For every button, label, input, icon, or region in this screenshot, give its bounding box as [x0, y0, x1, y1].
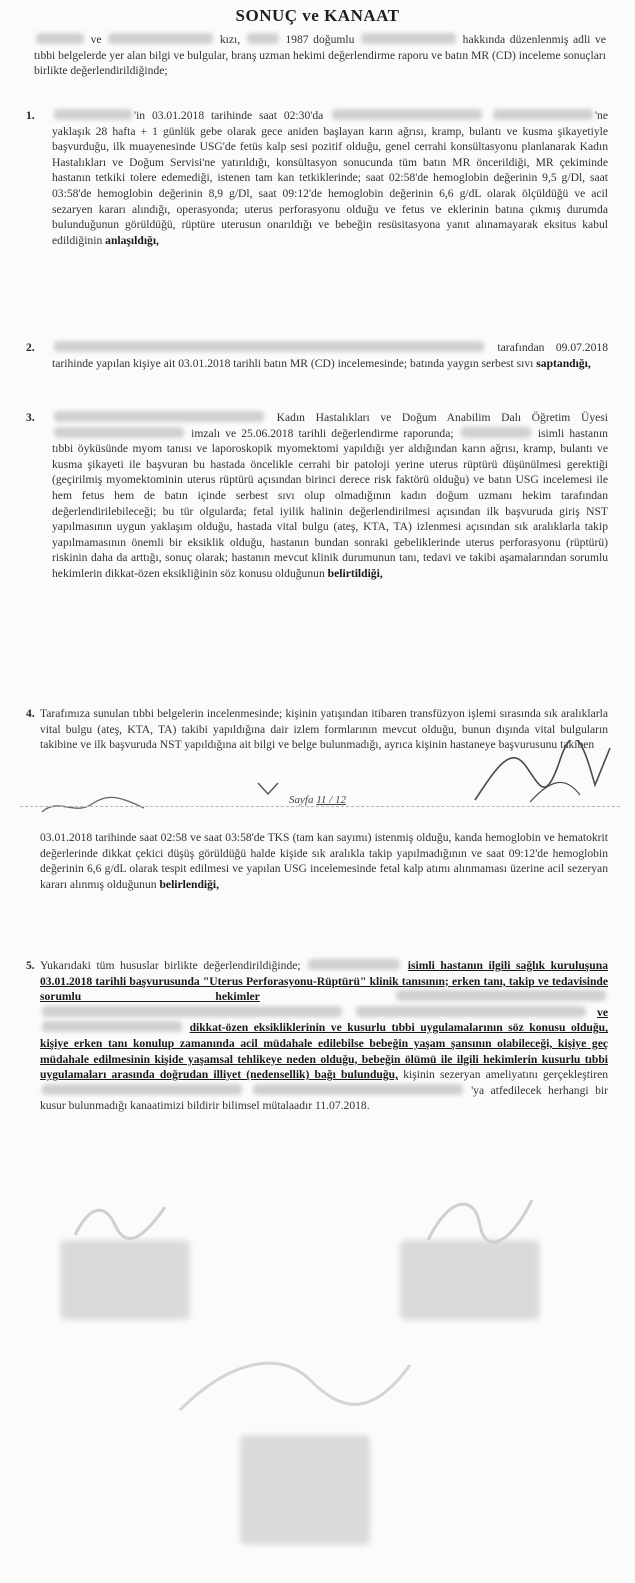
item-1-text-a: 'in 03.01.2018 tarihinde saat 02:30'da [134, 109, 324, 122]
item-3-conclusion: belirtildiği, [327, 566, 383, 580]
item-number: 5. [26, 960, 35, 972]
redacted-doctor [253, 1084, 463, 1095]
item-2-paragraph [52, 340, 608, 371]
redacted-place [247, 33, 279, 44]
item-1-text-b: 'ne yaklaşık 28 hafta + 1 günlük gebe olarak gece aniden başlayan karın ağrısı, kramp, bulantı ve kusma şikayetiyle başvurduğu, ilk muayenesinde USG'de fetüs kalp sesi pozitif olduğu, genel cerrahi konsültasyonu planlanarak Kadın Hastalıkları ve Doğum Servisi'ne yatırıldığı, konsültasyon sonucunda tüm batın MR öncerildiği, MR çekiminde hastanın tetkiki tolere edemediği, istenen tam kan tetkiklerinde; saat 02:58'de hemoglobin değerinin 9,5 g/Dl, saat 03:58'de hemoglobin değerinin 8,9 g/Dl, saat 09:12'de hemoglobin değerinin 6,6 g/dL olarak ölçüldüğü ve acil sezaryen kararı alındığı, operasyonda; uterus perforasyonu olduğu ve fetus ve eklerinin batına çıkmış durumda bulunduğunun görüldüğü, rüptüre uterusun onarıldığı ve bebeğin resüsitasyona yanıt alınamayarak eksitus kabul edildiğinin [52, 109, 609, 247]
redacted-name [361, 33, 456, 44]
item-5-paragraph [40, 958, 608, 1114]
redacted-institution [54, 341, 484, 352]
redacted-name [108, 33, 213, 44]
redacted-name [54, 427, 184, 438]
item-number: 2. [26, 342, 35, 354]
page-number-value: 11 / 12 [316, 794, 346, 806]
page-title: SONUÇ ve KANAAT [235, 6, 400, 25]
redacted-name [36, 33, 84, 44]
item-5-text-u1: isimli hastanın ilgili sağlık kuruluşuna 03.01.2018 tarihli başvurusunda "Uterus Perforasyonu-Rüptürü" klinik tanısının; erken tanı, takip ve tedavisinde sorumlu hekimler [40, 959, 608, 1004]
signature-block-right [400, 1240, 540, 1320]
page-break-divider [20, 806, 620, 808]
item-number: 1. [26, 110, 35, 122]
intro-paragraph [34, 32, 606, 79]
item-2-conclusion: saptandığı, [536, 356, 591, 370]
item-4-text-b: 03.01.2018 tarihinde saat 02:58 ve saat 03:58'de TKS (tam kan sayımı) istenmiş olduğu, kanda hemoglobin ve hematokrit değerlerinde dikkat çekici düşüş görüldüğü halde kişide sık aralıkla takip yapılmadığının ve saat 09:12'de hemoglobin değerinin 6,6 g/dL olarak tespit edilmesi ve yapılan USG incelemesinde fetal kalp atımı alınmaması üzerine acil sezeryan kararı alınmış olduğunun [40, 831, 608, 891]
item-5-text-a: Yukarıdaki tüm hususlar birlikte değerlendirildiğinde; [40, 959, 301, 972]
redacted-hospital [332, 109, 482, 120]
signature-mark [420, 1190, 540, 1250]
item-3-paragraph [52, 410, 608, 582]
redacted-hospital [493, 109, 593, 120]
signature-mark [70, 1195, 180, 1245]
redacted-doctor [42, 1006, 342, 1017]
item-4-conclusion: belirlendiği, [159, 877, 220, 891]
item-5-text-b: kişinin sezeryan ameliyatını gerçekleştiren [403, 1068, 609, 1082]
item-3-text-b: imzalı ve 25.06.2018 tarihli değerlendirme raporunda; [191, 426, 454, 440]
item-number: 4. [26, 708, 35, 720]
intro-text-4: hakkında düzenlenmiş adli ve tıbbi belgelerde yer alan bilgi ve bulgular, branş uzman hekimi değerlendirme raporu ve batın MR (CD) inceleme sonuçları birlikte değerlendirildiğinde; [34, 33, 606, 78]
item-3-text-c: isimli hastanın tıbbi öyküsünde myom tanısı ve laporoskopik myomektomi yapıldığı yer aldığından karın ağrısı, kramp, bulantı ve kusma şikayeti ile başvuran bu hastada öncelikle cerrahi bir patoloji yerine uterus rüptürü düşünülmesi gerektiği (geçirilmiş myomektominin uterus rüptürü açısından birinci derece risk faktörü olduğu) ve batın USG incelemesi ile hem fetus hem de batın içinde serbest sıvı olup olmadığının kadın doğum uzmanı hekim tarafından değerlendirilebileceği; bu tür olgularda; fetal iyilik halinin değerlendirilmesi açısından ilk başvuruda giriş NST yapılmasının uygun yaklaşım olduğu, hastada vital bulgu (ateş, KTA, TA) izlenmesi açısından sık aralıklarla takip yapılmamasının önemli bir eksiklik olduğu, hastanın bundan sonraki gebeliklerinde uterus perforasyonu (rüptürü) riskinin daha da arttığı, sonuç olarak; hastanın mevcut klinik durumunun tanı, tedavi ve takibi aşamalarından sorumlu hekimlerin dikkat-özen eksikliğinin söz konusu olduğunun [52, 426, 608, 580]
item-4-text-a: Tarafımıza sunulan tıbbi belgelerin incelenmesinde; kişinin yatışından itibaren transfüzyon işlemi sırasında sık aralıklarla vital bulgu (ateş, KTA, TA) takibi yapıldığına dair izlem formlarının mevcut olduğu, bunun dışında vital bulguların takibine ve ilk başvuruda NST yapıldığına ait bilgi ve belge bulunmadığı, ayrıca kişinin hastaneye başvurusunu takiben [40, 707, 608, 752]
page-label: Sayfa [289, 794, 314, 806]
item-5-text-c: 'ya atfedilecek herhangi bir kusur bulunmadığı kanaatimizi bildirir bilimsel mütalaadır 11.07.2018. [40, 1083, 609, 1113]
redacted-institution [54, 411, 264, 422]
redacted-doctor [42, 1084, 242, 1095]
item-2-text: tarafından 09.07.2018 tarihinde yapılan kişiye ait 03.01.2018 tarihli batın MR (CD) incelemesinde; batında yaygın serbest sıvı [52, 341, 608, 370]
signature-block-center [240, 1435, 370, 1545]
intro-text-1: ve [90, 33, 102, 46]
redacted-name [461, 427, 531, 438]
item-4-paragraph-part2 [40, 830, 608, 892]
item-5-text-ve: ve [597, 1005, 608, 1019]
item-1-paragraph [52, 108, 608, 248]
item-5-text-u2: dikkat-özen eksikliklerinin ve kusurlu tıbbi uygulamalarının söz konusu olduğu, kişiye erken tanı konulup zamanında acil müdahale edilebilse bebeğin yaşam şansının olabileceği, kişiye geç müdahale edilmesinin kişide yaşamsal tehlikeye neden olduğu, bebeğin ölümü ile ilgili hekimlerin kusurlu tıbbi uygulamaları arasında doğrudan illiyet (nedensellik) bağı bulunduğu, [40, 1021, 608, 1082]
signature-block-left [60, 1240, 190, 1320]
redacted-name [54, 109, 132, 120]
item-3-text-a: Kadın Hastalıkları ve Doğum Anabilim Dalı Öğretim Üyesi [276, 411, 608, 424]
redacted-doctor [356, 1006, 586, 1017]
item-1-conclusion: anlaşıldığı, [105, 233, 159, 247]
signature-mark [170, 1340, 420, 1430]
redacted-doctor [396, 990, 606, 1001]
intro-text-2: kızı, [219, 33, 241, 46]
page-number [0, 794, 635, 806]
redacted-name [308, 959, 400, 970]
intro-text-3: 1987 doğumlu [285, 33, 355, 46]
item-number: 3. [26, 412, 35, 424]
redacted-doctor [42, 1021, 182, 1032]
